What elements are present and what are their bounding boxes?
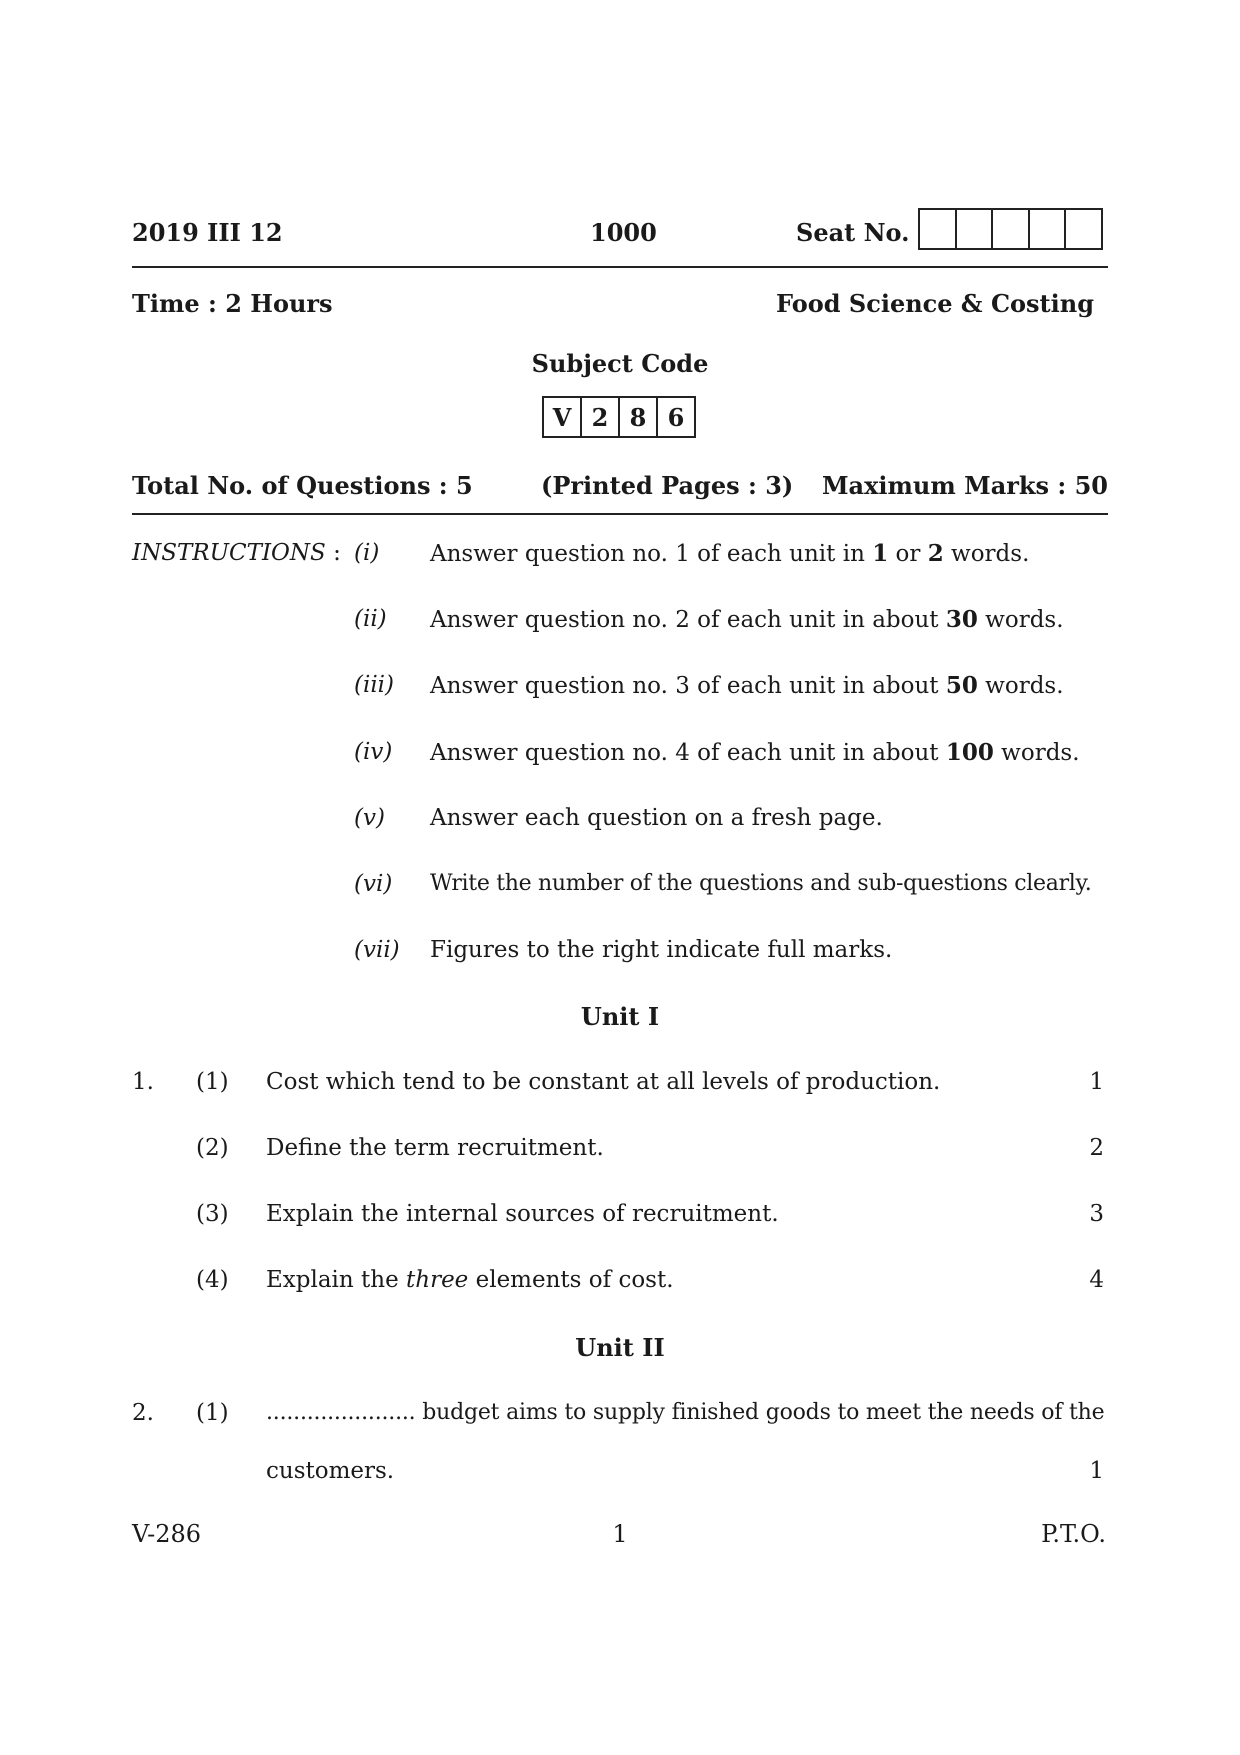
question-text: Explain the internal sources of recruitment.: [266, 1201, 779, 1227]
question-number: 1.: [132, 1069, 154, 1095]
question-marks: 1: [1089, 1069, 1104, 1095]
sub-question-number: (3): [196, 1201, 229, 1227]
question-marks: 1: [1089, 1458, 1104, 1484]
paper-code: V-286: [132, 1520, 202, 1548]
subject-name: Food Science & Costing: [776, 289, 1094, 318]
subject-code-char: V: [544, 398, 582, 436]
instruction-number: (vii): [354, 937, 400, 963]
instruction-number: (ii): [354, 606, 387, 632]
instruction-text: Answer question no. 4 of each unit in about 100 words.: [430, 739, 1080, 766]
instruction-number: (i): [354, 540, 380, 566]
instruction-text: Answer question no. 2 of each unit in about 30 words.: [430, 606, 1064, 633]
instruction-text: Answer question no. 3 of each unit in about 50 words.: [430, 672, 1064, 699]
subject-code-box: [542, 396, 696, 438]
total-questions: Total No. of Questions : 5: [132, 471, 473, 500]
subject-code-label: Subject Code: [531, 349, 709, 378]
question-text: Define the term recruitment.: [266, 1135, 604, 1161]
sub-question-number: (1): [196, 1400, 229, 1426]
sub-question-number: (2): [196, 1135, 229, 1161]
question-text: ...................... budget aims to supply finished goods to meet the needs of the: [266, 1400, 1105, 1425]
exam-time: Time : 2 Hours: [132, 289, 333, 318]
seat-cell: [1030, 210, 1067, 248]
instructions-heading: INSTRUCTIONS :: [132, 540, 341, 566]
seat-cell: [920, 210, 957, 248]
seat-label: Seat No.: [796, 218, 910, 247]
subject-code-char: 2: [582, 398, 620, 436]
sub-question-number: (4): [196, 1267, 229, 1293]
seat-cell: [957, 210, 994, 248]
question-number: 2.: [132, 1400, 154, 1426]
page-number: 1: [612, 1520, 628, 1548]
seat-cell: [993, 210, 1030, 248]
pto-label: P.T.O.: [1041, 1520, 1106, 1548]
question-text: Explain the three elements of cost.: [266, 1267, 674, 1293]
instruction-number: (iii): [354, 672, 395, 698]
unit-heading: Unit I: [580, 1002, 660, 1031]
instruction-text: Figures to the right indicate full marks.: [430, 937, 893, 963]
header-rule: [132, 266, 1108, 268]
instruction-number: (iv): [354, 739, 393, 765]
sub-question-number: (1): [196, 1069, 229, 1095]
question-marks: 3: [1089, 1201, 1104, 1227]
question-text-continued: customers.: [266, 1458, 395, 1484]
maximum-marks: Maximum Marks : 50: [821, 471, 1108, 500]
seat-number-boxes: [918, 208, 1103, 250]
exam-code: 2019 III 12: [132, 218, 283, 247]
instruction-text: Write the number of the questions and sub-questions clearly.: [430, 871, 1092, 896]
exam-count: 1000: [590, 218, 657, 247]
question-marks: 2: [1089, 1135, 1104, 1161]
printed-pages: (Printed Pages : 3): [541, 471, 794, 500]
header-rule: [132, 513, 1108, 515]
question-marks: 4: [1089, 1267, 1104, 1293]
instruction-text: Answer each question on a fresh page.: [430, 805, 883, 831]
instruction-number: (v): [354, 805, 385, 831]
instruction-text: Answer question no. 1 of each unit in 1 or 2 words.: [430, 540, 1030, 567]
subject-code-char: 8: [620, 398, 658, 436]
seat-cell: [1066, 210, 1101, 248]
instruction-number: (vi): [354, 871, 393, 897]
subject-code-char: 6: [667, 402, 685, 432]
question-text: Cost which tend to be constant at all levels of production.: [266, 1069, 941, 1095]
unit-heading: Unit II: [575, 1333, 665, 1362]
